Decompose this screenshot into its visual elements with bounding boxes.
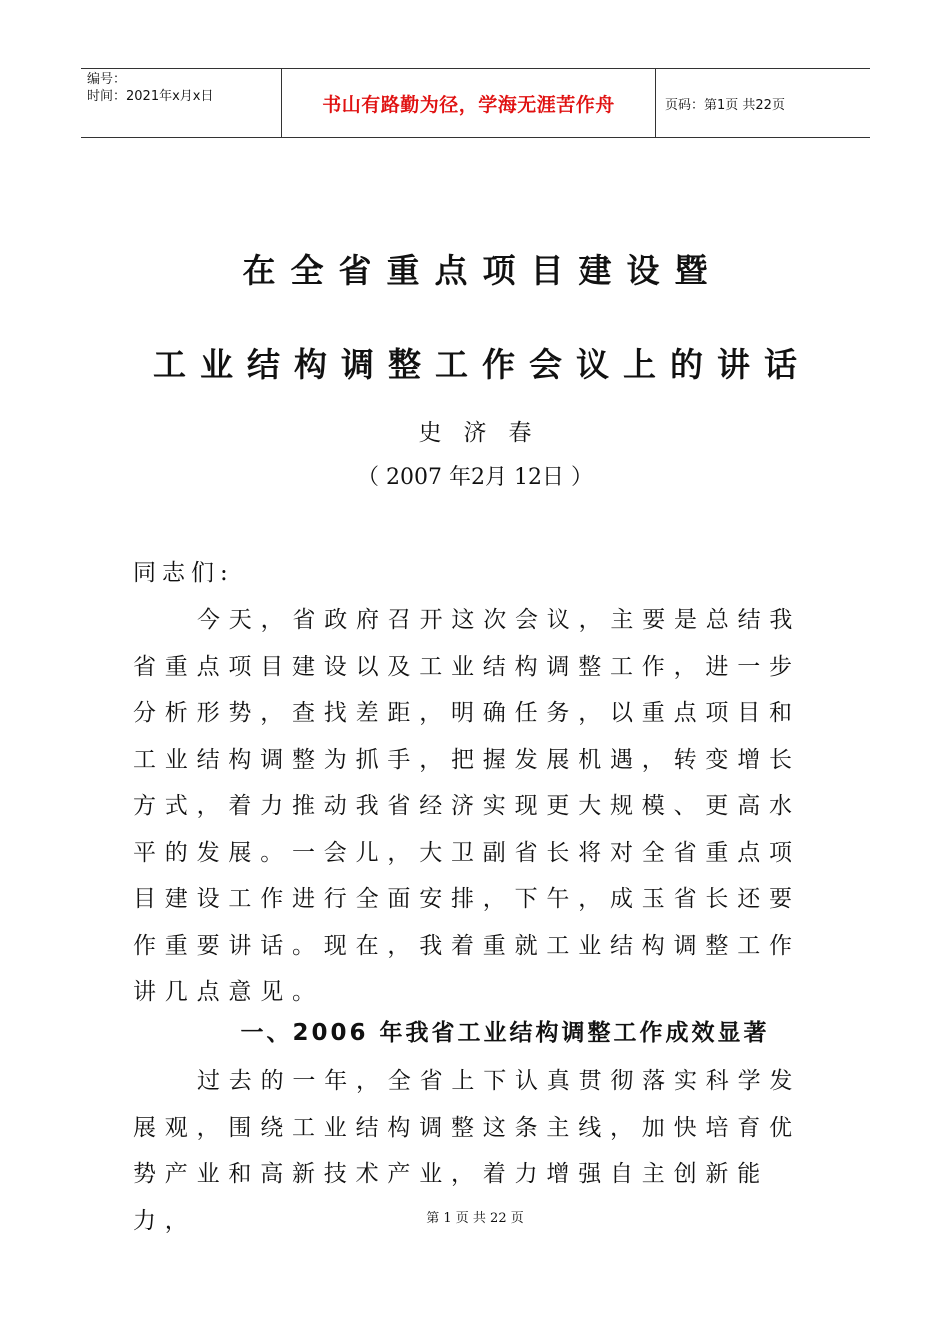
salutation: 同志们: [133,560,234,586]
speaker-name: 史济春 [418,420,554,446]
speech-title-line-1: 在全省重点项目建设暨 [242,251,723,290]
header-motto: 书山有路勤为径，学海无涯苦作舟 [281,69,656,137]
document-number-label: 编号： [87,72,127,87]
header-meta-cell [81,69,281,137]
header-page-number: 页码：第1页 共22页 [665,97,785,113]
paragraph-section-1: 过去的一年，全省上下认真贯彻落实科学发展观，围绕工业结构调整这条主线，加快培育优势产业和高新技术产业，着力增强自主创新能力， [133,1068,802,1234]
speech-title-line-2: 工业结构调整工作会议上的讲话 [153,345,811,384]
speech-date: （ 2007 年2月 12日 ） [357,465,593,490]
document-header-table [81,68,870,138]
paragraph-intro: 今天，省政府召开这次会议，主要是总结我省重点项目建设以及工业结构调整工作，进一步分析形势，查找差距，明确任务，以重点项目和工业结构调整为抓手，把握发展机遇，转变增长方式，着力推动我省经济实现更大规模、更高水平的发展。一会儿，大卫副省长将对全省重点项目建设工作进行全面安排，下午，成玉省长还要作重要讲话。现在，我着重就工业结构调整工作讲几点意见。 [133,607,802,1005]
section-heading-1: 一、2006 年我省工业结构调整工作成效显著 [240,1020,770,1046]
page-footer: 第 1 页 共 22 页 [426,1211,524,1226]
document-time-label: 时间：2021年x月x日 [87,89,214,104]
